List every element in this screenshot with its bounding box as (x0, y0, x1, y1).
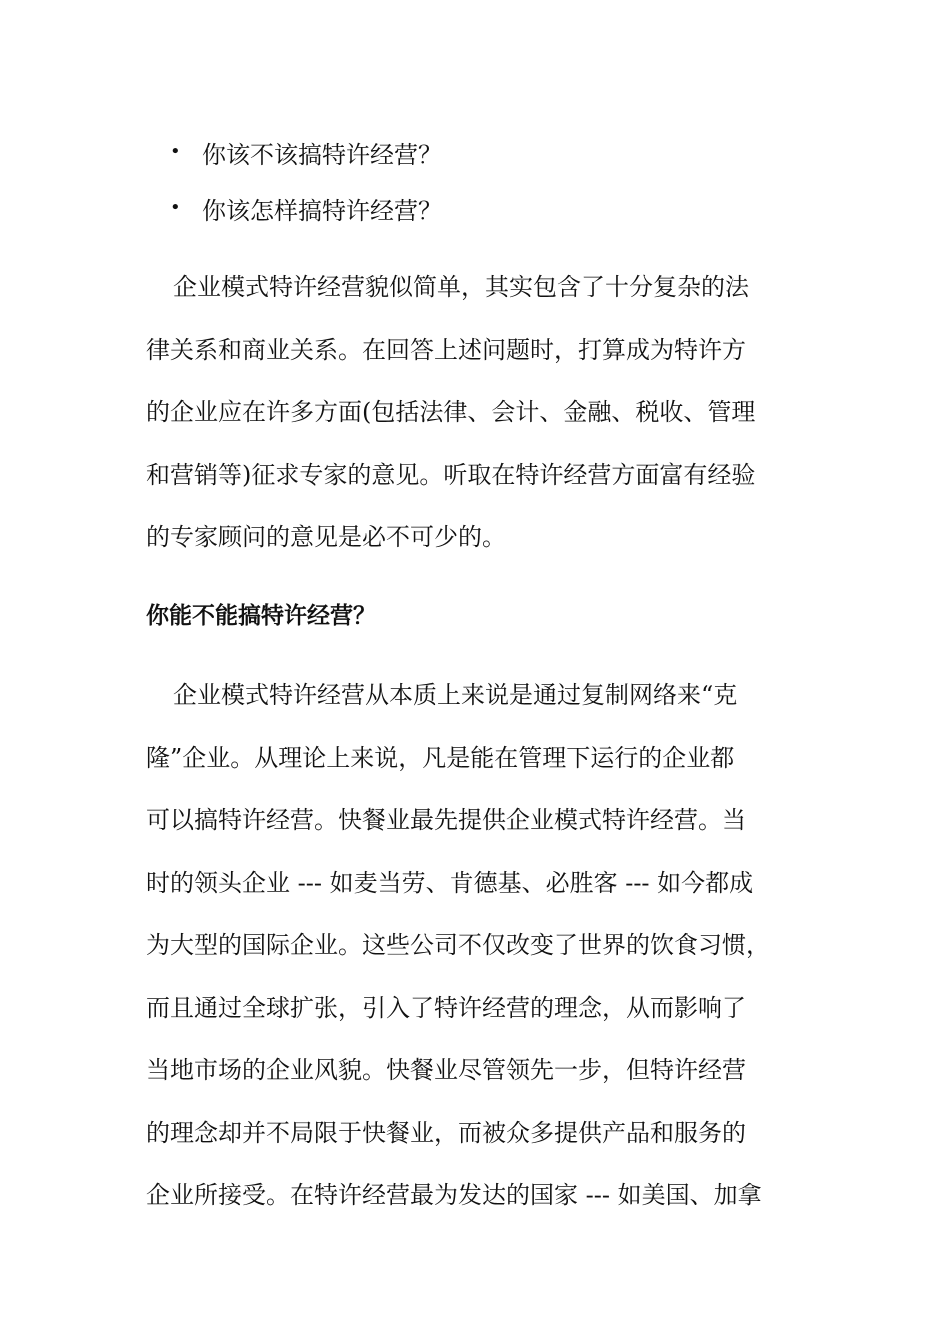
bullet-icon: • (170, 197, 181, 218)
bullet-text: 你该不该搞特许经营？ (202, 140, 442, 169)
paragraph-line: 的理念却并不局限于快餐业，而被众多提供产品和服务的 (146, 1118, 746, 1147)
bullet-text: 你该怎样搞特许经营？ (202, 196, 442, 225)
paragraph-body (146, 664, 810, 1227)
paragraph-line: 律关系和商业关系。在回答上述问题时，打算成为特许方 (146, 335, 746, 364)
paragraph-line: 时的领头企业 --- 如麦当劳、肯德基、必胜客 --- 如今都成 (146, 868, 754, 897)
paragraph-line: 企业所接受。在特许经营最为发达的国家 --- 如美国、加拿 (146, 1181, 762, 1209)
bullet-list (170, 132, 442, 244)
paragraph-line: 隆”企业。从理论上来说，凡是能在管理下运行的企业都 (146, 743, 735, 772)
paragraph-line: 可以搞特许经营。快餐业最先提供企业模式特许经营。当 (146, 806, 746, 834)
paragraph-line: 企业模式特许经营从本质上来说是通过复制网络来“克 (173, 681, 738, 709)
paragraph-line: 当地市场的企业风貌。快餐业尽管领先一步，但特许经营 (146, 1056, 746, 1084)
list-item (170, 132, 442, 172)
paragraph-intro (146, 256, 810, 569)
paragraph-line: 而且通过全球扩张，引入了特许经营的理念，从而影响了 (146, 993, 746, 1022)
paragraph-line: 的企业应在许多方面(包括法律、会计、金融、税收、管理 (146, 398, 756, 426)
paragraph-line: 的专家顾问的意见是必不可少的。 (146, 523, 506, 551)
section-heading: 你能不能搞特许经营？ (146, 602, 376, 629)
paragraph-line: 企业模式特许经营貌似简单，其实包含了十分复杂的法 (173, 273, 749, 301)
paragraph-line: 为大型的国际企业。这些公司不仅改变了世界的饮食习惯， (146, 931, 770, 959)
paragraph-line: 和营销等)征求专家的意见。听取在特许经营方面富有经验 (146, 460, 756, 489)
bullet-icon: • (170, 141, 181, 162)
list-item (170, 188, 442, 228)
